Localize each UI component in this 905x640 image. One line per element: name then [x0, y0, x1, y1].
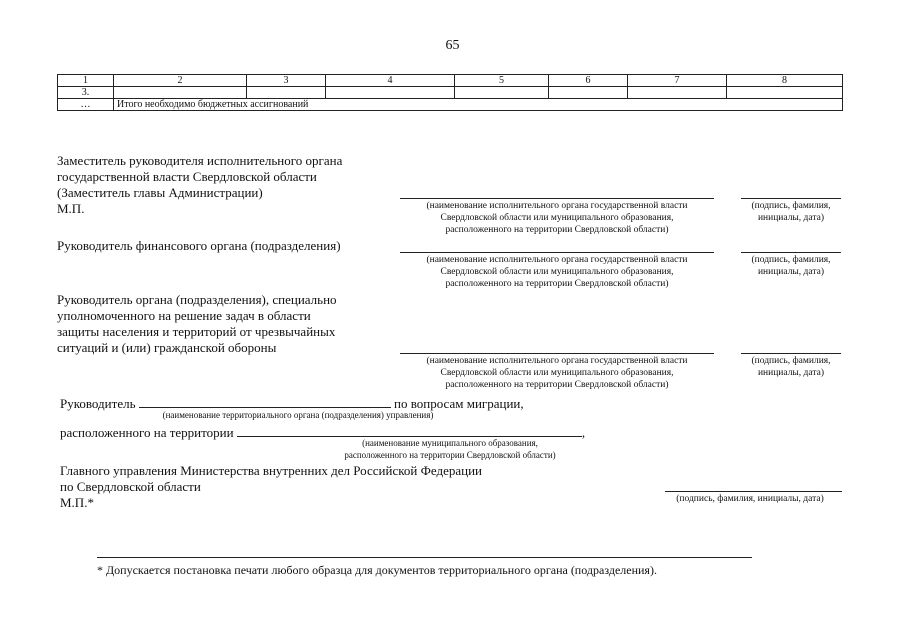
footnote-separator: [97, 557, 752, 558]
table-header-cell: 3: [247, 75, 326, 87]
signature-caption: (подпись, фамилия, инициалы, дата): [751, 356, 831, 378]
table-header-cell: 5: [455, 75, 549, 87]
main-directorate-block: Главного управления Министерства внутренних дел Российской Федерации по Свердловской области М.П.*: [60, 463, 482, 510]
deputy-head-block: Заместитель руководителя исполнительного органа государственной власти Свердловской области (Заместитель главы Администрации) М.П.: [57, 153, 343, 216]
migration-head-line: Руководитель по вопросам миграции,: [60, 396, 524, 411]
municipality-blank: [237, 424, 582, 437]
table-row: [58, 87, 843, 99]
budget-table: [57, 74, 843, 111]
signature-caption: (подпись, фамилия, инициалы, дата): [676, 494, 824, 504]
table-header-cell: 1: [58, 75, 114, 87]
table-header-cell: 7: [628, 75, 727, 87]
table-header-cell: 4: [326, 75, 455, 87]
territorial-body-caption: (наименование территориального органа (подразделения) управления): [162, 410, 434, 420]
signature-caption: (подпись, фамилия, инициалы, дата): [751, 201, 831, 223]
table-total-row: [58, 99, 843, 111]
table-header-row: [58, 75, 843, 87]
page-number: 65: [445, 38, 460, 53]
signature-line: [741, 198, 841, 199]
civil-defense-head-block: Руководитель органа (подразделения), специально уполномоченного на решение задач в области защиты населения и территорий от чрезвычайных ситуаций и (или) гражданской обороны: [57, 292, 337, 355]
finance-head-block: Руководитель финансового органа (подразделения): [57, 238, 341, 253]
org-name-caption: (наименование исполнительного органа государственной власти Свердловской области или муниципального образования, расположенного на территории Свердловской области): [426, 201, 688, 235]
signature-line: [400, 252, 714, 253]
signature-line: [741, 252, 841, 253]
org-name-caption: (наименование исполнительного органа государственной власти Свердловской области или муниципального образования, расположенного на территории Свердловской области): [426, 356, 688, 390]
table-total-label: Итого необходимо бюджетных ассигнований: [114, 99, 843, 111]
signature-line: [400, 198, 714, 199]
signature-line: [400, 353, 714, 354]
signature-line: [741, 353, 841, 354]
signature-line: [665, 491, 842, 492]
municipality-caption: (наименование муниципального образования, расположенного на территории Свердловской области): [344, 438, 556, 460]
located-line: расположенного на территории ,: [60, 425, 586, 440]
table-header-cell: 6: [549, 75, 628, 87]
signature-caption: (подпись, фамилия, инициалы, дата): [751, 255, 831, 277]
table-total-number: …: [58, 99, 114, 111]
footnote: * Допускается постановка печати любого образца для документов территориального органа (подразделения).: [97, 563, 657, 577]
territorial-body-blank: [139, 395, 391, 408]
org-name-caption: (наименование исполнительного органа государственной власти Свердловской области или муниципального образования, расположенного на территории Свердловской области): [426, 255, 688, 289]
table-header-cell: 2: [114, 75, 247, 87]
table-header-cell: 8: [727, 75, 843, 87]
table-row-number: 3.: [58, 87, 114, 99]
